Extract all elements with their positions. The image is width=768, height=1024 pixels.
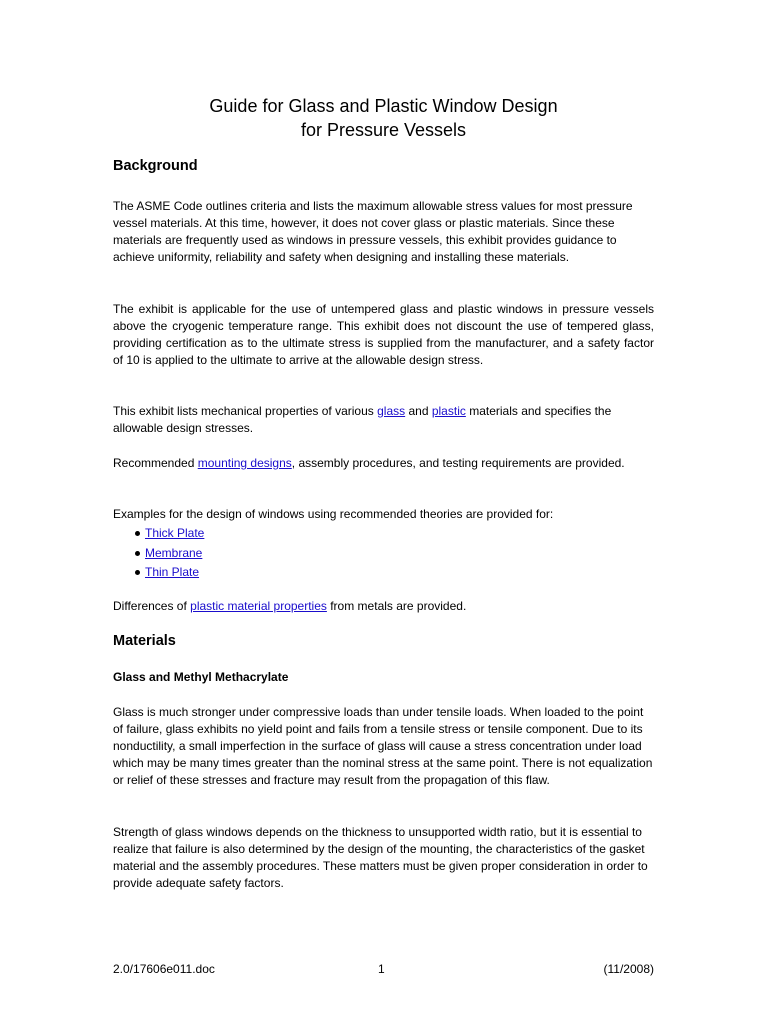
list-item xyxy=(135,544,204,564)
plastic-material-properties-link[interactable]: plastic material properties xyxy=(190,599,327,613)
thick-plate-link[interactable]: Thick Plate xyxy=(145,526,205,540)
p3-text-mid: and xyxy=(405,404,432,418)
paragraph-recommended xyxy=(113,455,654,472)
mounting-designs-link[interactable]: mounting designs xyxy=(197,456,292,470)
p4-text-post: , assembly procedures, and testing requirements are provided. xyxy=(291,456,625,470)
title-line-1: Guide for Glass and Plastic Window Design xyxy=(209,96,558,116)
bullet-icon xyxy=(135,551,140,556)
thin-plate-link[interactable]: Thin Plate xyxy=(145,565,200,579)
paragraph-glass-strength: Glass is much stronger under compressive loads than under tensile loads. When loaded to the point of failure, glass exhibits no yield point and fails from a tensile stress or tensile component. Due to its nonductility, a small imperfection in the surface of glass will cause a stress concentration under load which may be many times greater than the nominal stress at the same point. There is not equalization or relief of these stresses and fracture may result from the propagation of this flaw. xyxy=(113,705,653,787)
title-line-2: for Pressure Vessels xyxy=(300,120,467,140)
bullet-icon xyxy=(135,531,140,536)
p6-text-post: from metals are provided. xyxy=(326,599,467,613)
glass-methacrylate-heading: Glass and Methyl Methacrylate xyxy=(113,670,289,684)
list-item xyxy=(135,563,204,583)
document-title xyxy=(113,94,654,142)
plastic-link[interactable]: plastic xyxy=(431,404,466,418)
paragraph-examples: Examples for the design of windows using recommended theories are provided for: xyxy=(113,507,554,521)
p3-text-pre: This exhibit lists mechanical properties of various xyxy=(113,404,378,418)
paragraph-asme-code: The ASME Code outlines criteria and lists the maximum allowable stress values for most pressure vessel materials. At this time, however, it does not cover glass or plastic materials. Since these materials are frequently used as windows in pressure vessels, this exhibit provides guidance to achieve uniformity, reliability and safety when designing and installing these materials. xyxy=(113,199,633,264)
paragraph-glass-windows: Strength of glass windows depends on the thickness to unsupported width ratio, but it is essential to realize that failure is also determined by the design of the mounting, the characteristics of the gasket material and the assembly procedures. These matters must be given proper consideration in order to provide adequate safety factors. xyxy=(113,825,648,890)
design-theory-list xyxy=(135,524,204,583)
membrane-link[interactable]: Membrane xyxy=(145,545,203,560)
materials-heading: Materials xyxy=(113,633,176,649)
p6-text-pre: Differences of xyxy=(113,599,191,613)
bullet-icon xyxy=(135,570,140,575)
footer-date: (11/2008) xyxy=(603,962,654,976)
paragraph-mechanical-properties xyxy=(113,403,654,437)
background-heading: Background xyxy=(113,158,198,174)
p3-text-post: materials and specifies the allowable design stresses. xyxy=(113,404,612,435)
footer-document-id: 2.0/17606e011.doc xyxy=(113,962,215,976)
p4-text-pre: Recommended xyxy=(113,456,198,470)
list-item xyxy=(135,524,204,544)
page-footer xyxy=(113,962,654,978)
footer-page-number: 1 xyxy=(378,962,385,976)
glass-link[interactable]: glass xyxy=(377,404,406,418)
paragraph-applicability: The exhibit is applicable for the use of untempered glass and plastic windows in pressure vessels above the cryogenic temperature range. This exhibit does not discount the use of tempered glass, providing certification as to the ultimate stress is supplied from the manufacturer, and a safety factor of 10 is applied to the ultimate to arrive at the allowable design stress. xyxy=(113,302,654,367)
paragraph-differences xyxy=(113,598,654,615)
